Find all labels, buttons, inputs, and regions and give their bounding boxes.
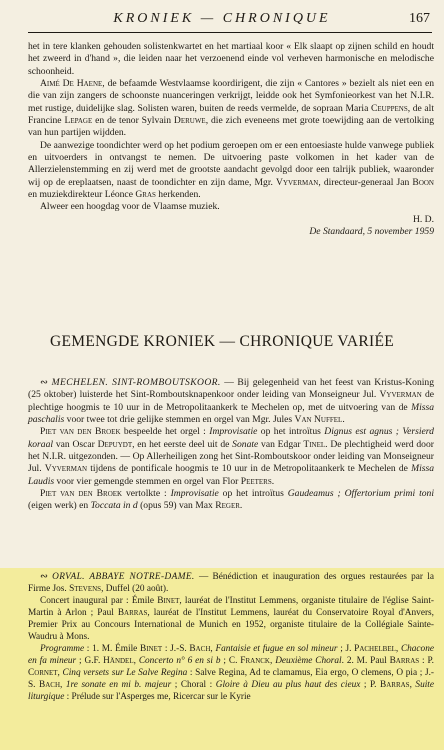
work-title: Deuxième Choral (275, 656, 342, 666)
work-title: Sonate (232, 438, 259, 450)
person-name: Peeters (240, 475, 272, 487)
text-run: ; J. (337, 644, 355, 654)
text-run: , (395, 644, 401, 654)
text-run: vertolkte : (122, 488, 171, 500)
person-name: Depuydt (97, 438, 133, 450)
paragraph (28, 377, 434, 426)
text-run: . (271, 475, 275, 487)
ornament-icon: ∾ (40, 572, 48, 582)
paragraph (28, 488, 434, 513)
entry-rubric: MECHELEN. SINT-ROMBOUTSKOOR. (51, 377, 221, 388)
person-name: Franck (240, 656, 270, 666)
person-name: Bach (189, 644, 211, 654)
work-title: Improvisatie (170, 488, 219, 500)
text-run: : J.-S. (162, 644, 190, 654)
text-run: tijdens de pontificale hoogmis te 10 uur in de Metropolitaankerk te Mechelen de (87, 463, 412, 475)
person-name: Binet (140, 644, 163, 654)
text-run: , (60, 680, 66, 690)
text-run: . De plechtigheid werd door het N.I.R. uitgezonden. — Op Allerheiligen zong het Sint-Romboutskoor onder leiding van Monseigneur Jul. (28, 438, 434, 475)
person-name: Bach (39, 680, 61, 690)
text-run: , lauréat de l'Institut Lemmens, organiste titulaire de l'église Saint-Martin à Arlon ; Paul (28, 596, 434, 618)
work-title: Missa Laudis (28, 463, 434, 487)
text-run: van Oscar (53, 438, 98, 450)
person-name: Ceuppens (370, 102, 408, 114)
person-name: Vyverman (379, 389, 422, 401)
text-run: en muziekdirekteur Léonce (28, 189, 136, 201)
work-title: Gloire à Dieu au plus haut des cieux (215, 680, 361, 690)
person-name: Aimé De Haene (40, 78, 103, 90)
text-run: . 2. M. Paul (341, 656, 390, 666)
paragraph (28, 78, 434, 140)
person-name: Cornet (28, 668, 58, 678)
text-run: (eigen werk) en (28, 500, 91, 512)
header-rule (28, 32, 432, 33)
text-run: ; P. (360, 680, 381, 690)
person-name: Pachelbel (354, 644, 396, 654)
text-run: , en het eerste deel uit de (132, 438, 233, 450)
work-title: Improvisatie (209, 426, 258, 438)
text-run: de plechtige hoogmis te 10 uur in de Metropolitaankerk te Mechelen op, met de uitvoering van de (28, 389, 434, 413)
text-run: : Prélude sur l'Asperges me, Ricercar sur le Kyrie (64, 692, 251, 702)
text-run: Concert inaugural par : Émile (40, 596, 158, 606)
work-title: Toccata in d (90, 500, 138, 512)
paragraph: het in tere klanken gehouden solistenkwartet en het martiaal koor « Elk slaapt op zijnen schild en houdt het zweerd in d'hand », die leiden naar het verzoenend einde vol verheven harmonische en melodische schoonheid. (28, 41, 434, 77)
text-run: , die zich eveneens met grote toewijding aan de vertolking van hun partijen wijdden. (28, 115, 434, 139)
mechelen-entry (28, 377, 434, 513)
person-name: Binet (157, 596, 180, 606)
ornament-icon: ∾ (40, 377, 49, 388)
text-run: , Duffel (20 août). (101, 584, 169, 594)
source-citation: De Standaard, 5 november 1959 (309, 226, 434, 238)
page-number: 167 (409, 11, 430, 26)
text-run: , directeur-generaal Jan (318, 176, 413, 188)
text-run: , (210, 644, 216, 654)
text-run: op het introïtus (257, 426, 325, 438)
person-name: Piet van den Broek (40, 488, 123, 500)
paragraph (28, 140, 434, 202)
work-title: Chacone en fa mineur (28, 644, 434, 666)
person-name: Barras (389, 656, 420, 666)
text-run: ; G.F. (76, 656, 104, 666)
paragraph (28, 426, 434, 488)
text-run: voor twee tot drie gelijke stemmen en orgel van Mgr. Jules (64, 414, 295, 426)
text-run: , (269, 656, 276, 666)
text-run: bespeelde het orgel : (120, 426, 210, 438)
entry-rubric: ORVAL. ABBAYE NOTRE-DAME. (52, 572, 195, 582)
text-run: De aanwezige toondichter werd op het podium geroepen om er een entoesiaste hulde vanwege publiek en uitvoerders in ontvangst te nemen. De uitvoering paste volkomen in het kader van de Allerzielenstemming en zij werd met de grootste aandacht gevolgd door een talrijk publiek, waaronder wij op de ereplaatsen, naast de toondichter en zijn dame, Mgr. (28, 139, 434, 188)
person-name: Barras (380, 680, 410, 690)
person-name: Reger (215, 500, 240, 512)
person-name: Piet van den Broek (40, 426, 121, 438)
work-title: 1re sonate en mi b. majeur (65, 680, 172, 690)
text-run: , de befaamde Westvlaamse koordirigent, die zijn « Cantores » bezielt als niet een en die van zijn zangers de schoonste nuanceringen verkrijgt, leidde ook het Symfonieorkest van het N.I.R. met rustige, duidelijke slag. Solisten waren, buiten de reeds vermelde, de sopraan Maria (28, 78, 434, 114)
person-name: Tinel (303, 438, 326, 450)
work-title: Programme (40, 644, 85, 654)
text-run: : Salve Regina, Ad te clamamus, Eia ergo, O clemens, O pia ; J.-S. (28, 668, 434, 690)
orval-entry (28, 571, 434, 703)
paragraph (28, 595, 434, 643)
text-run: en de tenor Sylvain (92, 115, 174, 127)
text-run: ; C. (220, 656, 241, 666)
article-top (28, 41, 434, 239)
paragraph: Alweer een hoogdag voor de Vlaamse muziek. (40, 201, 220, 213)
text-run: op het introïtus (218, 488, 288, 500)
text-run: — Bij gelegenheid van het feest van Kristus-Koning (25 oktober) luisterde het Sint-Romboutsknapenkoor onder leiding van Monseigneur Jul. (28, 377, 434, 401)
text-run: , lauréat de l'Institut Lemmens, lauréat du Conservatoire Royal d'Anvers, Premier Prix au Concours International de Munich en 1952, organiste titulaire de la Collégiale Sainte-Waudru à Mons. (28, 608, 434, 642)
text-run: herkenden. (155, 189, 201, 201)
person-name: Gras (135, 189, 156, 201)
text-run: , de alt Francine (28, 102, 434, 127)
work-title: Cinq versets sur Le Salve Regina (62, 668, 188, 678)
paragraph (28, 571, 434, 595)
signature-initials: H. D. (412, 213, 434, 225)
person-name: Lepage (64, 115, 93, 127)
text-run: voor vier gemengde stemmen en orgel van Flor (54, 475, 241, 487)
work-title: Concerto n° 6 en si b (138, 656, 221, 666)
person-name: Deruwe (173, 115, 206, 127)
text-run: (opus 59) van Max (137, 500, 216, 512)
running-title: KRONIEK — CHRONIQUE (113, 11, 331, 26)
text-run: , (133, 656, 139, 666)
text-run: — Bénédiction et inauguration des orgues restaurées par la Firme Jos. (28, 572, 434, 594)
text-run: : P. (419, 656, 434, 666)
section-title: GEMENGDE KRONIEK — CHRONIQUE VARIÉE (49, 333, 395, 350)
text-run: . (239, 500, 243, 512)
paragraph (28, 643, 434, 703)
person-name: Stevens (69, 584, 102, 594)
work-title: Fantaisie et fugue en sol mineur (215, 644, 338, 654)
text-run: van Edgar (258, 438, 304, 450)
person-name: Händel (103, 656, 134, 666)
text-run: , (57, 668, 63, 678)
person-name: Van Nuffel (294, 414, 343, 426)
person-name: Barras (117, 608, 148, 618)
text-run: : 1. M. Émile (84, 644, 141, 654)
text-run: . (342, 414, 345, 426)
work-title: Suite liturgique (28, 680, 435, 702)
person-name: Vyverman (276, 176, 319, 188)
text-run: ; Choral : (171, 680, 216, 690)
person-name: Vyverman (44, 463, 88, 475)
work-title: Missa paschalis (28, 401, 434, 426)
person-name: Boon (412, 176, 434, 188)
work-title: Dignus est agnus ; Versierd koraal (28, 426, 434, 450)
work-title: Gaudeamus ; Offertorium primi toni (287, 488, 434, 500)
running-head (0, 8, 444, 32)
text-run: , (409, 680, 416, 690)
